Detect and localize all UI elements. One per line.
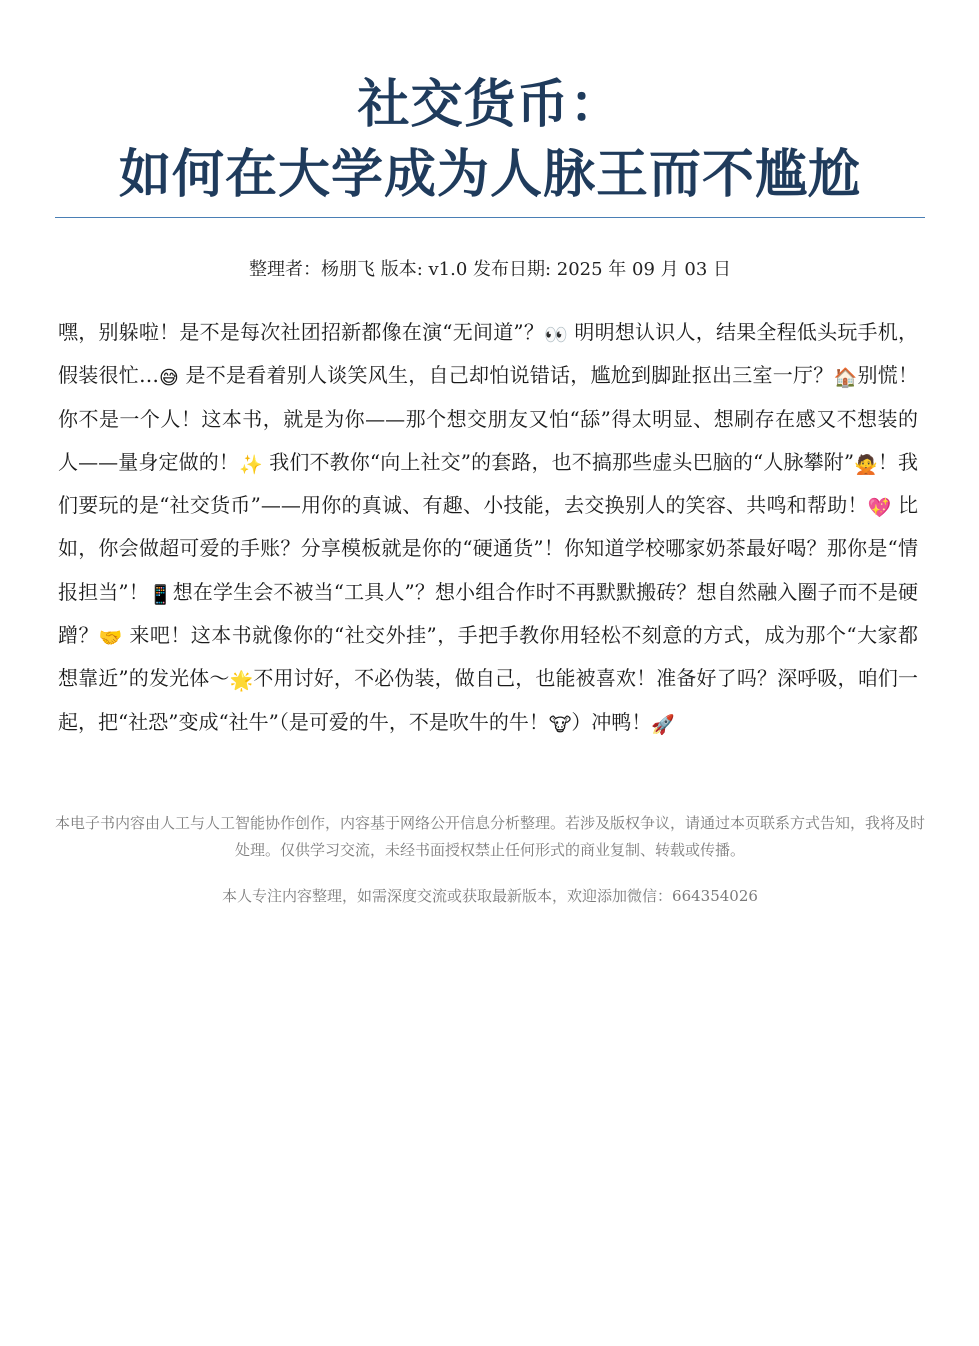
gesture-no-icon: 🙅 [854,453,878,476]
author-version-date: 整理者：杨朋飞 版本: v1.0 发布日期: 2025 年 09 月 03 日 [248,259,732,280]
intro-text-6: ！我们要玩的是“社交货币”——用你的真诚、有趣、小技能，去交换别人的笑容、共鸣和帮助！ [58,449,919,518]
sparkles-icon: ✨ [239,453,263,476]
handshake-icon: 🤝 [98,627,123,650]
intro-text-1: 嘿，别躲啦！是不是每次社团招新都像在演“无间道”？ [58,320,545,344]
document-title [55,70,925,210]
title-divider [55,217,925,218]
title-line-2: 如何在大学成为人脉王而不尴尬 [118,145,861,205]
intro-text-2: 明明想认识人，结果全程低头玩手机，假装很忙… [58,320,919,388]
sparkling-heart-icon: 💖 [867,497,892,520]
intro-text-7: 比如，你会做超可爱的手账？分享模板就是你的“硬通货”！你知道学校哪家奶茶最好喝？那你是“情报担当”！ [58,493,919,604]
house-icon: 🏠 [833,367,858,390]
intro-text-11: ）冲鸭！ [571,709,652,734]
intro-text-3: 是不是看着别人谈笑风生，自己却怕说错话，尴尬到脚趾抠出三室一厅？ [178,363,834,388]
intro-text-5: 我们不教你“向上社交”的套路，也不搞那些虚头巴脑的“人脉攀附” [262,449,855,474]
intro-text-4: 别慌！你不是一个人！这本书，就是为你——那个想交朋友又怕“舔”得太明显、想刷存在感又不想装的人——量身定做的！ [58,363,919,474]
intro-paragraph [58,311,918,744]
cow-face-icon: 🐮 [548,713,572,736]
intro-text-9: 来吧！这本书就像你的“社交外挂”，手把手教你用轻松不刻意的方式，成为那个“大家都想靠近”的发光体～ [58,623,919,691]
glowing-star-icon: 🌟 [229,670,254,693]
intro-text-8: 想在学生会不被当“工具人”？想小组合作时不再默默搬砖？想自然融入圈子而不是硬蹭？ [58,579,918,648]
intro-text-10: 不用讨好，不必伪装，做自己，也能被喜欢！准备好了吗？深呼吸，咱们一起，把“社恐”变成“社牛”（是可爱的牛，不是吹牛的牛！ [58,666,918,734]
eyes-icon: 👀 [544,324,568,346]
title-line-1: 社交货币： [357,75,623,135]
rocket-icon: 🚀 [651,713,676,736]
sweat-smile-icon: 😅 [159,367,179,390]
copyright-notice: 本电子书内容由人工与人工智能协作创作，内容基于网络公开信息分析整理。若涉及版权争议，请通过本页联系方式告知，我将及时处理。仅供学习交流，未经书面授权禁止任何形式的商业复制、转载或传播。 [55,814,926,859]
contact-note: 本人专注内容整理，如需深度交流或获取最新版本，欢迎添加微信：664354026 [222,887,758,905]
phone-icon: 📱 [148,583,173,606]
